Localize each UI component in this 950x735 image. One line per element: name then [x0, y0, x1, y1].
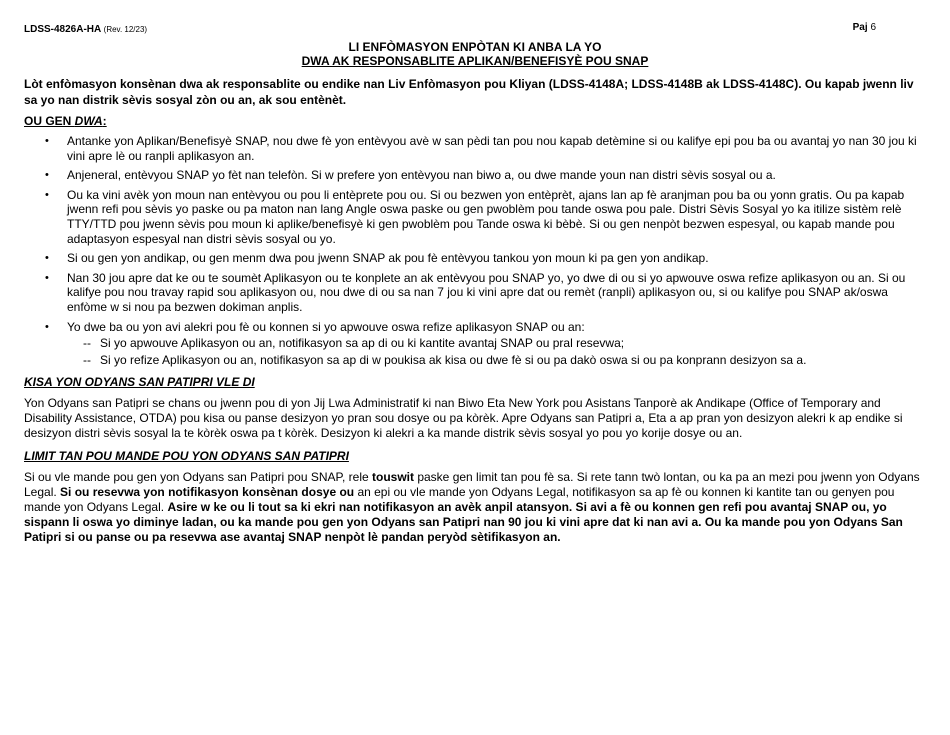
- bullet-icon: •: [45, 135, 49, 147]
- time-limit-paragraph: [24, 470, 926, 545]
- time-limit-text-2: touswit: [372, 470, 414, 485]
- page-number: [853, 22, 876, 33]
- dash-icon: --: [83, 352, 91, 367]
- list-item: [24, 188, 926, 246]
- rights-heading-suffix: :: [102, 114, 107, 128]
- list-item-text: Yo dwe ba ou yon avi alekri pou fè ou konnen si yo apwouve oswa refize aplikasyon SNAP ou an:: [67, 319, 585, 334]
- sub-list-item-text: Si yo apwouve Aplikasyon ou an, notifikasyon sa ap di ou ki kantite avantaj SNAP ou pral resevwa;: [100, 336, 625, 351]
- bullet-icon: •: [45, 320, 49, 333]
- list-item: [24, 168, 926, 183]
- time-limit-text-4: Si ou resevwa yon notifikasyon konsènan dosye ou: [60, 485, 355, 500]
- page-header: [24, 20, 926, 36]
- list-item-text: Nan 30 jou apre dat ke ou te soumèt Aplikasyon ou te konplete an ak entèvyou pou SNAP yo, yo dwe di ou si yo apwouve oswa refize aplikasyon ou an. Si ou kalifye pou nou travay rapid sou aplikasyon ou, nou dwe di ou sa nan 7 jou ki vini apre dat ou remèt (ranpli) aplikasyon ou, si ou kalifye pou SNAP ak/oswa enfòme w si nou pa bezwen dokiman anplis.: [67, 270, 906, 314]
- form-revision: (Rev. 12/23): [103, 25, 148, 34]
- bullet-icon: •: [45, 188, 49, 201]
- page-number-value: 6: [870, 22, 876, 33]
- list-item-text: Antanke yon Aplikan/Benefisyè SNAP, nou dwe fè yon entèvyou avè w san pèdi tan pou nou kapab detèmine si ou kalifye epi pou ba ou avantaj yo nan 30 jou ki vini apre lè ou ranpli aplikasyon an.: [67, 134, 917, 163]
- rights-heading-prefix: OU GEN: [24, 114, 75, 128]
- intro-paragraph: Lòt enfòmasyon konsènan dwa ak responsablite ou endike nan Liv Enfòmasyon pou Kliyan (LDSS-4148A; LDSS-4148B ak LDSS-4148C). Ou kapab jwenn liv sa yo nan distrik sèvis sosyal zòn ou an, ak sou entènèt.: [24, 77, 914, 107]
- bullet-icon: •: [45, 271, 49, 284]
- list-item: [24, 134, 926, 163]
- list-item: [24, 251, 926, 266]
- sub-list: [67, 336, 926, 367]
- rights-heading: [24, 114, 926, 129]
- time-limit-text-5: an epi ou vle mande yon Odyans Legal, notifikasyon sa ap fè ou konnen ki kantite tan ou genyen pou mande yon Odyans Legal.: [24, 485, 895, 515]
- rights-list: [24, 134, 926, 367]
- sub-list-item: [67, 353, 926, 368]
- sub-list-item: [67, 336, 926, 351]
- dash-icon: --: [83, 336, 91, 351]
- form-number-text: LDSS-4826A-HA: [24, 24, 101, 35]
- title-line-2: DWA AK RESPONSABLITE APLIKAN/BENEFISYÈ POU SNAP: [301, 54, 649, 68]
- list-item: [24, 320, 926, 368]
- bullet-icon: •: [45, 169, 49, 182]
- list-item-text: Si ou gen yon andikap, ou gen menm dwa pou jwenn SNAP ak pou fè entèvyou tankou yon moun ki pa gen yon andikap.: [67, 251, 709, 266]
- time-limit-text-1: Si ou vle mande pou gen yon Odyans san Patipri pou SNAP, rele: [24, 470, 372, 485]
- fair-hearing-paragraph: Yon Odyans san Patipri se chans ou jwenn pou di yon Jij Lwa Administratif ki nan Biwo Eta New York pou Asistans Tanporè ak Andikape (Office of Temporary and Disability Assistance, OTDA) pou kisa ou panse desizyon yo pran sou dosye ou pa kòrèk. Apre Odyans san Patipri a, Eta a ap pran yon desizyon alekri k ap endike si desizyon distri sèvis sosyal la te kòrèk oswa pa t kòrèk. Desizyon ki alekri a ka mande distrik sèvis sosyal yo pou yo korije dosye ou an.: [24, 396, 903, 441]
- page-label: Paj: [852, 22, 868, 33]
- time-limit-text-6: Asire w ke ou li tout sa ki ekri nan notifikasyon an avèk anpil atansyon. Si avi a fè ou konnen gen refi pou avantaj SNAP ou, yo sispann li oswa yo diminye ladan, ou ka mande pou gen yon Odyans san Patipri nan 90 jou ki vini apre dat ki nan avi a. Ou ka mande pou yon Odyans San Patipri si ou panse ou pa resevwa ase avantaj SNAP nenpòt lè pandan peryòd sètifikasyon an.: [24, 500, 903, 545]
- sub-list-item-text: Si yo refize Aplikasyon ou an, notifikasyon sa ap di w poukisa ak kisa ou dwe fè si ou pa dakò oswa si ou pa konprann desizyon sa a.: [100, 352, 807, 367]
- list-item-text: Ou ka vini avèk yon moun nan entèvyou ou pou li entèprete pou ou. Si ou bezwen yon entèprèt, ajans lan ap fè aranjman pou ba ou yonn gratis. Ou pa kapab jwenn refi pou sèvis yo paske ou pa maton nan lang Angle oswa paske ou gen pwoblèm pou tande oswa pou pale. Distri Sèvis Sosyal yo ka itilize sistèm relè TTY/TTD pou jwenn sèvis pou moun ki aplike/benefisyè ki gen pwoblèm pou Tande oswa ki bèbè. Si ou gen nenpòt bezwen espesyal, ou kapab mande pou adaptasyon espesyal nan distri sèvis sosyal ou yo.: [67, 187, 905, 246]
- time-limit-text-3: paske gen limit tan pou fè sa. Si rete tann twò lontan, ou ka pa an mezi pou jwenn yon Odyans Legal.: [24, 470, 920, 500]
- time-limit-heading: LIMIT TAN POU MANDE POU YON ODYANS SAN PATIPRI: [24, 449, 349, 464]
- fair-hearing-heading: KISA YON ODYANS SAN PATIPRI VLE DI: [24, 375, 255, 390]
- form-number: [24, 24, 147, 35]
- bullet-icon: •: [45, 252, 49, 265]
- title-line-1: LI ENFÒMASYON ENPÒTAN KI ANBA LA YO: [348, 40, 602, 54]
- document-title: [24, 40, 926, 68]
- rights-heading-emph: DWA: [74, 114, 103, 128]
- list-item: [24, 271, 926, 315]
- list-item-text: Anjeneral, entèvyou SNAP yo fèt nan telefòn. Si w prefere yon entèvyou nan biwo a, ou dwe mande youn nan distri sèvis sosyal ou a.: [67, 168, 776, 183]
